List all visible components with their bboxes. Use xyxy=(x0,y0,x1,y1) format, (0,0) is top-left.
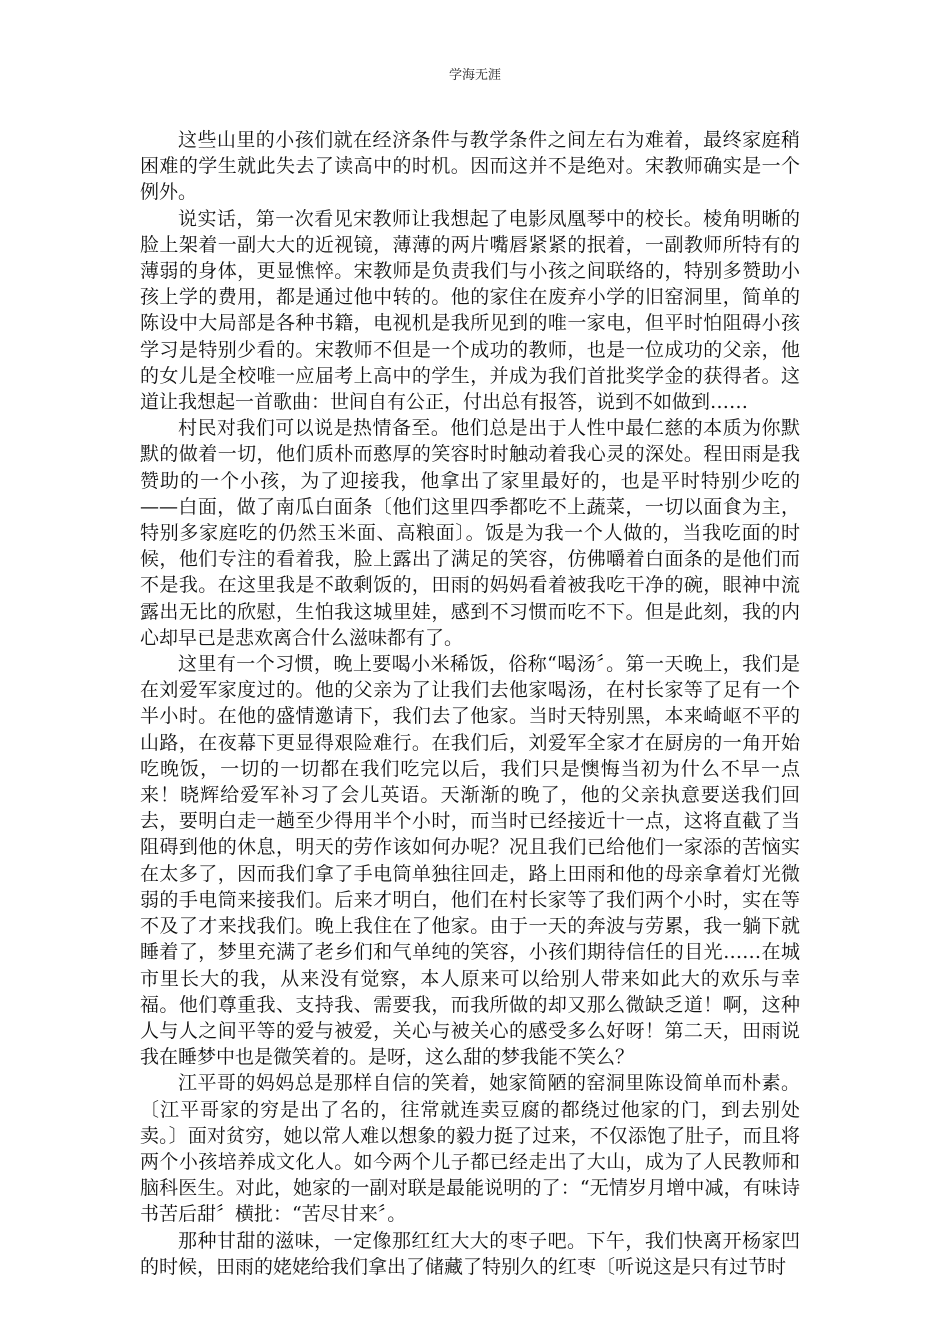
paragraph: 这些山里的小孩们就在经济条件与教学条件之间左右为难着，最终家庭稍困难的学生就此失去了读高中的时机。因而这并不是绝对。宋教师确实是一个例外。 xyxy=(140,129,800,204)
paragraph: 那种甘甜的滋味，一定像那红红大大的枣子吧。下午，我们快离开杨家凹的时候，田雨的姥姥给我们拿出了储藏了特别久的红枣〔听说这是只有过节时 xyxy=(140,1229,800,1278)
paragraph: 江平哥的妈妈总是那样自信的笑着，她家简陋的窑洞里陈设简单而朴素。〔江平哥家的穷是出了名的，往常就连卖豆腐的都绕过他家的门，到去别处卖。〕面对贫穷，她以常人难以想象的毅力挺了过来，不仅添饱了肚子，而且将两个小孩培养成文化人。如今两个儿子都已经走出了大山，成为了人民教师和脑科医生。对此，她家的一副对联是最能说明的了：“无情岁月增中减，有味诗书苦后甜〞横批：“苦尽甘来〞。 xyxy=(140,1072,800,1226)
paragraph: 说实话，第一次看见宋教师让我想起了电影凤凰琴中的校长。棱角明晰的脸上架着一副大大的近视镜，薄薄的两片嘴唇紧紧的抿着，一副教师所特有的薄弱的身体，更显憔悴。宋教师是负责我们与小孩之间联络的，特别多赞助小孩上学的费用，都是通过他中转的。他的家住在废弃小学的旧窑洞里，简单的陈设中大局部是各种书籍，电视机是我所见到的唯一家电，但平时怕阻碍小孩学习是特别少看的。宋教师不但是一个成功的教师，也是一位成功的父亲，他的女儿是全校唯一应届考上高中的学生，并成为我们首批奖学金的获得者。这道让我想起一首歌曲：世间自有公正，付出总有报答，说到不如做到…… xyxy=(140,207,800,414)
paragraph: 这里有一个习惯，晚上要喝小米稀饭，俗称“喝汤〞。第一天晚上，我们是在刘爱军家度过的。他的父亲为了让我们去他家喝汤，在村长家等了足有一个半小时。在他的盛情邀请下，我们去了他家。当时天特别黑，本来崎岖不平的山路，在夜幕下更显得艰险难行。在我们后，刘爱军全家才在厨房的一角开始吃晚饭，一切的一切都在我们吃完以后，我们只是懊悔当初为什么不早一点来！晓辉给爱军补习了会儿英语。天渐渐的晚了，他的父亲执意要送我们回去，要明白走一趟至少得用半个小时，而当时已经接近十一点，这将直截了当阻碍到他的休息，明天的劳作该如何办呢？况且我们已给他们一家添的苦恼实在太多了，因而我们拿了手电筒单独往回走，路上田雨和他的母亲拿着灯光微弱的手电筒来接我们。后来才明白，他们在村长家等了我们两个小时，实在等不及了才来找我们。晚上我住在了他家。由于一天的奔波与劳累，我一躺下就睡着了，梦里充满了老乡们和气单纯的笑容，小孩们期待信任的目光……在城市里长大的我，从来没有觉察，本人原来可以给别人带来如此大的欢乐与幸福。他们尊重我、支持我、需要我，而我所做的却又那么微缺乏道！啊，这种人与人之间平等的爱与被爱，关心与被关心的感受多么好呀！第二天，田雨说我在睡梦中也是微笑着的。是呀，这么甜的梦我能不笑么？ xyxy=(140,653,800,1069)
page-header: 学海无涯 xyxy=(448,68,501,83)
paragraph: 村民对我们可以说是热情备至。他们总是出于人性中最仁慈的本质为你默默的做着一切，他们质朴而憨厚的笑容时时触动着我心灵的深处。程田雨是我赞助的一个小孩，为了迎接我，他拿出了家里最好的，也是平时特别少吃的——白面，做了南瓜白面条〔他们这里四季都吃不上蔬菜，一切以面食为主，特别多家庭吃的仍然玉米面、高粮面〕。饭是为我一个人做的，当我吃面的时候，他们专注的看着我，脸上露出了满足的笑容，仿佛嚼着白面条的是他们而不是我。在这里我是不敢剩饭的，田雨的妈妈看着被我吃干净的碗，眼神中流露出无比的欣慰，生怕我这城里娃，感到不习惯而吃不下。但是此刻，我的内心却早已是悲欢离合什么滋味都有了。 xyxy=(140,417,800,649)
document-body xyxy=(140,127,800,1280)
